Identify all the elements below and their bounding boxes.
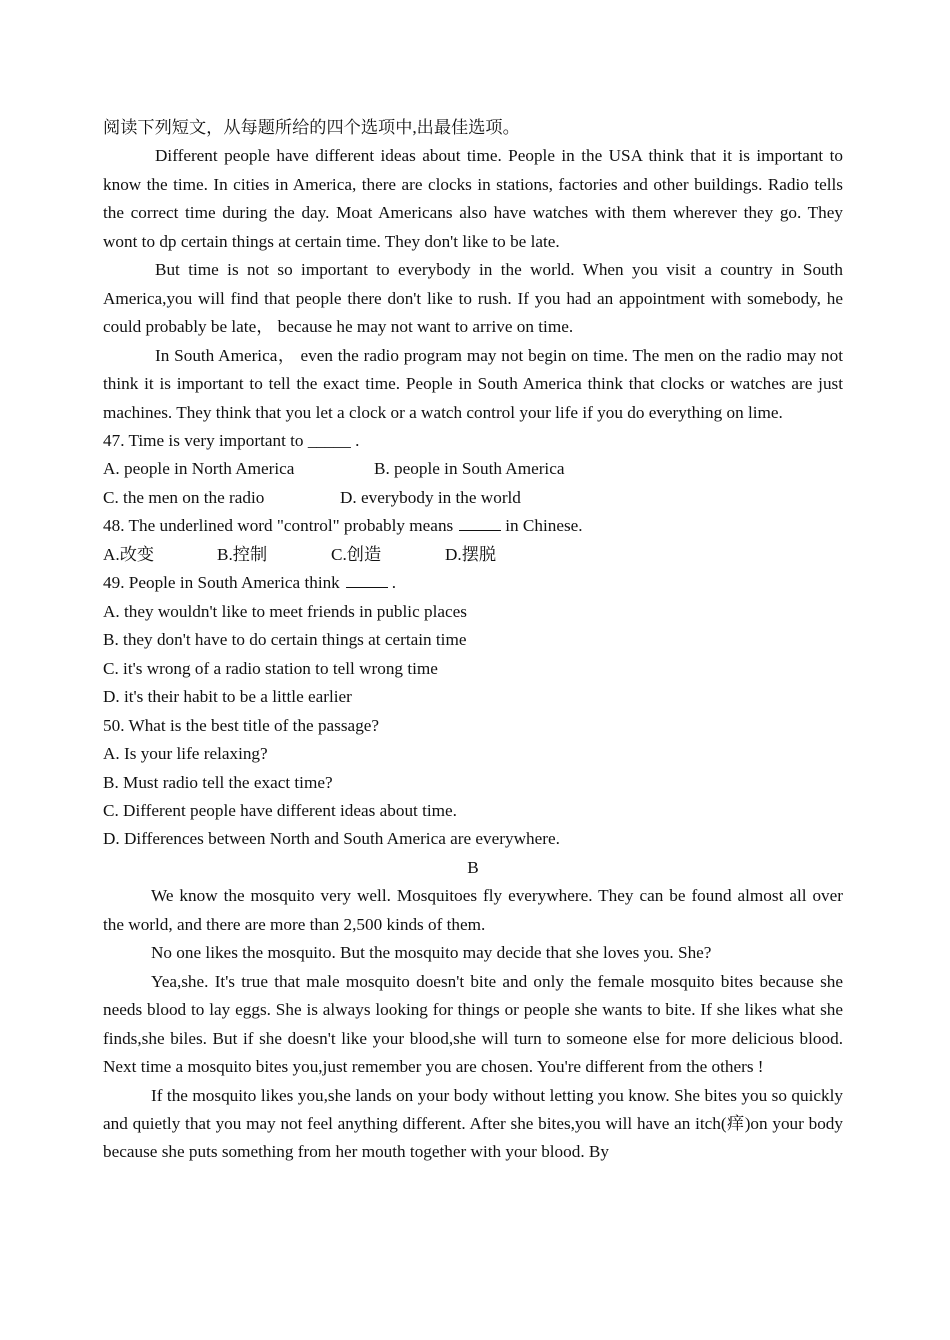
passage-b-paragraph-4: If the mosquito likes you,she lands on your body without letting you know. She bites you so quickly and quietly that you may not feel anything different. After she bites,you will have an itch(痒)on your body because she puts something from her mouth together with your blood. By (103, 1085, 843, 1162)
passage-a-paragraph-2: But time is not so important to everybody in the world. When you visit a country in South America,you will find that people there don't like to rush. If you had an appointment with somebody, he could probably be late， because he may not want to arrive on time. (103, 260, 843, 337)
question-50-option-b: B. Must radio tell the exact time? (103, 772, 333, 792)
question-47-option-a: A. people in North America (103, 459, 295, 479)
question-49-option-b: B. they don't have to do certain things at certain time (103, 630, 467, 650)
question-49-option-c: C. it's wrong of a radio station to tell wrong time (103, 658, 438, 678)
question-47-options-row-2 (103, 484, 843, 512)
question-48-option-c: C.创造 (331, 544, 382, 564)
question-48-options (103, 541, 843, 569)
question-47-stem: 47. Time is very important to _____ . (103, 430, 360, 450)
question-49-blank (346, 569, 388, 588)
question-49-stem (103, 569, 843, 598)
passage-a-paragraph-1: Different people have different ideas about time. People in the USA think that it is important to know the time. In cities in America, there are clocks in stations, factories and other buildings. Radio tells the correct time during the day. Moat Americans also have watches with them wherever they go. They wont to dp certain things at certain time. They don't like to be late. (103, 146, 843, 251)
question-48-blank (459, 512, 501, 531)
document-page (103, 114, 843, 1167)
question-48-stem-after: in Chinese. (505, 516, 583, 536)
question-48-option-a: A.改变 (103, 544, 155, 564)
question-49-stem-after: . (391, 573, 397, 593)
passage-b-paragraph-2: No one likes the mosquito. But the mosquito may decide that she loves you. She? (151, 943, 712, 963)
question-47-option-d: D. everybody in the world (340, 487, 521, 507)
question-50-option-c: C. Different people have different ideas about time. (103, 800, 457, 820)
section-b-heading: B (467, 857, 479, 877)
question-48-option-d: D.摆脱 (445, 544, 497, 564)
question-49-option-d: D. it's their habit to be a little earlier (103, 687, 352, 707)
question-49-stem-before: 49. People in South America think (103, 573, 340, 593)
passage-b-paragraph-1: We know the mosquito very well. Mosquitoes fly everywhere. They can be found almost all over the world, and there are more than 2,500 kinds of them. (103, 886, 843, 934)
question-47-option-c: C. the men on the radio (103, 487, 265, 507)
question-50-stem: 50. What is the best title of the passage? (103, 715, 380, 735)
question-49-option-a: A. they wouldn't like to meet friends in public places (103, 601, 467, 621)
question-47-option-b: B. people in South America (374, 459, 565, 479)
question-50-option-a: A. Is your life relaxing? (103, 744, 268, 764)
passage-a-paragraph-3: In South America， even the radio program may not begin on time. The men on the radio may not think it is important to tell the exact time. People in South America think that clocks or watches are just machines. They think that you let a clock or a watch control your life if you do everything on lime. (103, 345, 843, 422)
instruction-text: 阅读下列短文，从每题所给的四个选项中,出最佳选项。 (103, 118, 520, 137)
question-48-stem (103, 512, 843, 541)
question-47-options-row-1 (103, 455, 843, 483)
question-48-option-b: B.控制 (217, 544, 268, 564)
question-50-option-d: D. Differences between North and South America are everywhere. (103, 829, 560, 849)
passage-b-paragraph-3: Yea,she. It's true that male mosquito doesn't bite and only the female mosquito bites because she needs blood to lay eggs. She is always looking for things or people she wants to bite. If she likes what she finds,she biles. But if she doesn't like your blood,she will turn to someone else for more delicious blood. Next time a mosquito bites you,just remember you are chosen. You're different from the others ! (103, 971, 843, 1077)
question-48-stem-before: 48. The underlined word "control" probably means (103, 516, 454, 536)
